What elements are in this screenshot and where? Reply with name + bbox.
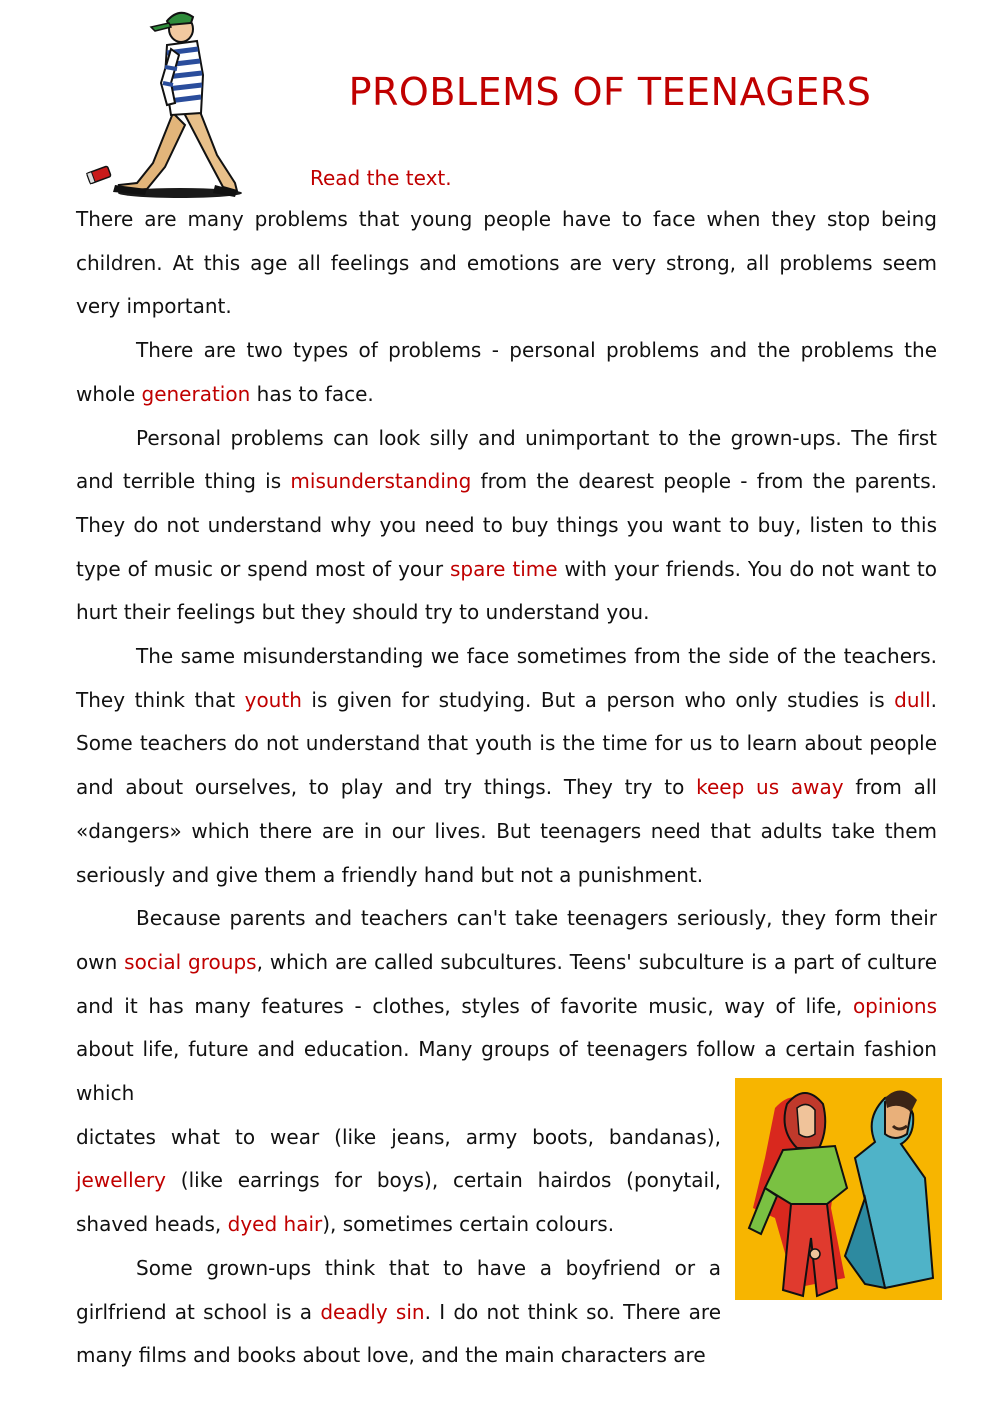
text-segment: . I do not think so. There are many films and books about love, and the main characters are	[76, 1299, 721, 1368]
highlighted-term: keep us away	[696, 775, 844, 800]
highlighted-term: misunderstanding	[290, 469, 472, 494]
highlighted-term: youth	[244, 687, 302, 712]
text-segment: from the dearest people - from the parents. They do not understand why you need to buy things you want to buy, listen to this type of music or spend most of your	[76, 469, 937, 581]
text-segment: , which are called subcultures. Teens' subculture is a part of culture and it has many features - clothes, styles of favorite music, way of life,	[76, 949, 937, 1018]
paragraph	[76, 329, 937, 416]
text-segment: with your friends. You do not want to hurt their feelings but they should try to understand you.	[76, 556, 937, 625]
text-segment: . Some teachers do not understand that youth is the time for us to learn about people and about ourselves, to play and try things. They try to	[76, 687, 937, 800]
text-segment: Some grown-ups think that to have a boyfriend or a girlfriend at school is a	[76, 1255, 721, 1324]
text-segment: about life, future and education. Many groups of teenagers follow a certain fashion which	[76, 1037, 937, 1106]
text-segment: There are two types of problems - personal problems and the problems the whole	[76, 338, 937, 406]
paragraph	[76, 417, 937, 636]
text-segment: ), sometimes certain colours.	[322, 1212, 615, 1237]
paragraph	[76, 1247, 721, 1378]
highlighted-term: deadly sin	[320, 1299, 425, 1324]
text-segment: Personal problems can look silly and unimportant to the grown-ups. The first and terrible thing is	[76, 425, 937, 494]
highlighted-term: social groups	[124, 949, 257, 974]
instruction-text: Read the text.	[310, 166, 452, 190]
text-segment: Because parents and teachers can't take teenagers seriously, they form their own	[76, 906, 937, 974]
highlighted-term: opinions	[852, 993, 937, 1018]
text-segment: is given for studying. But a person who only studies is	[301, 687, 895, 712]
text-segment: (like earrings for boys), certain hairdos (ponytail, shaved heads,	[76, 1168, 721, 1237]
teenager-walking-illustration	[85, 5, 245, 200]
paragraph	[76, 635, 937, 897]
teen-couple-illustration	[735, 1078, 942, 1300]
text-segment: The same misunderstanding we face sometimes from the side of the teachers. They think that	[76, 644, 937, 712]
text-segment: dictates what to wear (like jeans, army boots, bandanas),	[76, 1124, 721, 1149]
text-segment: has to face.	[250, 381, 374, 406]
highlighted-term: spare time	[449, 556, 558, 581]
highlighted-term: dyed hair	[227, 1212, 323, 1237]
highlighted-term: generation	[141, 381, 251, 406]
text-segment: from all «dangers» which there are in our lives. But teenagers need that adults take them seriously and give them a friendly hand but not a punishment.	[76, 775, 937, 887]
highlighted-term: dull	[894, 687, 931, 712]
text-segment: There are many problems that young people have to face when they stop being children. At this age all feelings and emotions are very strong, all problems seem very important.	[76, 207, 937, 319]
highlighted-term: jewellery	[76, 1168, 166, 1193]
page-title: PROBLEMS OF TEENAGERS	[348, 70, 872, 115]
paragraph-continued	[76, 1116, 721, 1247]
paragraph	[76, 198, 937, 329]
